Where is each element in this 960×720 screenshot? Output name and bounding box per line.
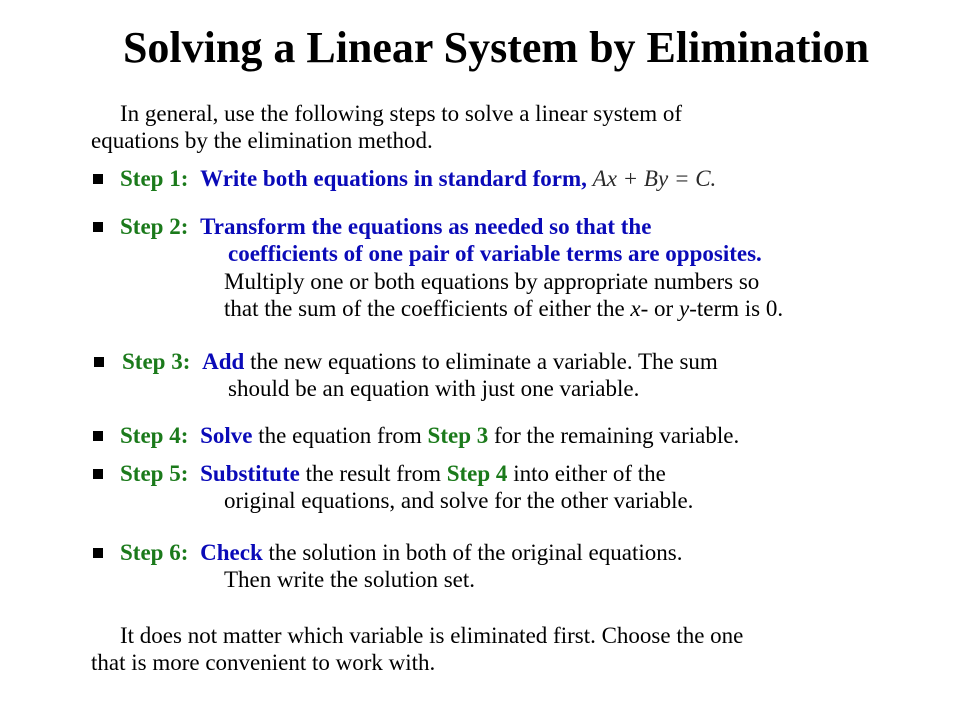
step-detail: the result from xyxy=(299,461,447,486)
step-detail: the new equations to eliminate a variable. The sum xyxy=(244,349,718,374)
standard-form-formula: Ax + By = C. xyxy=(592,166,717,191)
bullet-icon xyxy=(94,357,104,367)
step-label: Step 5: xyxy=(120,461,189,486)
bullet-icon xyxy=(93,174,103,184)
bullet-icon xyxy=(93,431,103,441)
intro-line-2: equations by the elimination method. xyxy=(91,128,433,153)
step-action: Check xyxy=(200,540,263,565)
variable-x: x xyxy=(630,296,641,321)
variable-y: y xyxy=(678,296,690,321)
step-detail-continued: Then write the solution set. xyxy=(224,567,476,592)
step-label: Step 4: xyxy=(120,423,189,448)
page-title: Solving a Linear System by Elimination xyxy=(122,23,870,72)
step-action: Solve xyxy=(200,423,253,448)
step-action: Substitute xyxy=(200,461,300,486)
step-label: Step 6: xyxy=(120,540,189,565)
step-detail-continued: that the sum of the coefficients of either the x- or y-term is 0. xyxy=(224,296,784,321)
step-detail: the solution in both of the original equations. xyxy=(262,540,683,565)
step-action: Transform the equations as needed so that the xyxy=(200,214,652,239)
step-action: Add xyxy=(202,349,245,374)
intro-line-1: In general, use the following steps to solve a linear system of xyxy=(120,101,683,126)
bullet-icon xyxy=(93,469,103,479)
closing-line-2: that is more convenient to work with. xyxy=(91,650,436,675)
step-detail-continued: original equations, and solve for the other variable. xyxy=(224,488,694,513)
bullet-icon xyxy=(93,548,103,558)
step-detail-end: for the remaining variable. xyxy=(488,423,740,448)
step-detail: Multiply one or both equations by appropriate numbers so xyxy=(224,269,760,294)
step-detail-end: into either of the xyxy=(507,461,666,486)
step-reference: Step 3 xyxy=(427,423,489,448)
step-label: Step 2: xyxy=(120,214,189,239)
step-reference: Step 4 xyxy=(446,461,508,486)
step-label: Step 1: xyxy=(120,166,189,191)
closing-line-1: It does not matter which variable is eliminated first. Choose the one xyxy=(120,623,744,648)
step-detail-continued: should be an equation with just one variable. xyxy=(228,376,640,401)
step-action-continued: coefficients of one pair of variable terms are opposites. xyxy=(228,241,762,266)
bullet-icon xyxy=(93,222,103,232)
step-label: Step 3: xyxy=(122,349,191,374)
step-action: Write both equations in standard form, xyxy=(200,166,587,191)
step-detail: the equation from xyxy=(252,423,428,448)
